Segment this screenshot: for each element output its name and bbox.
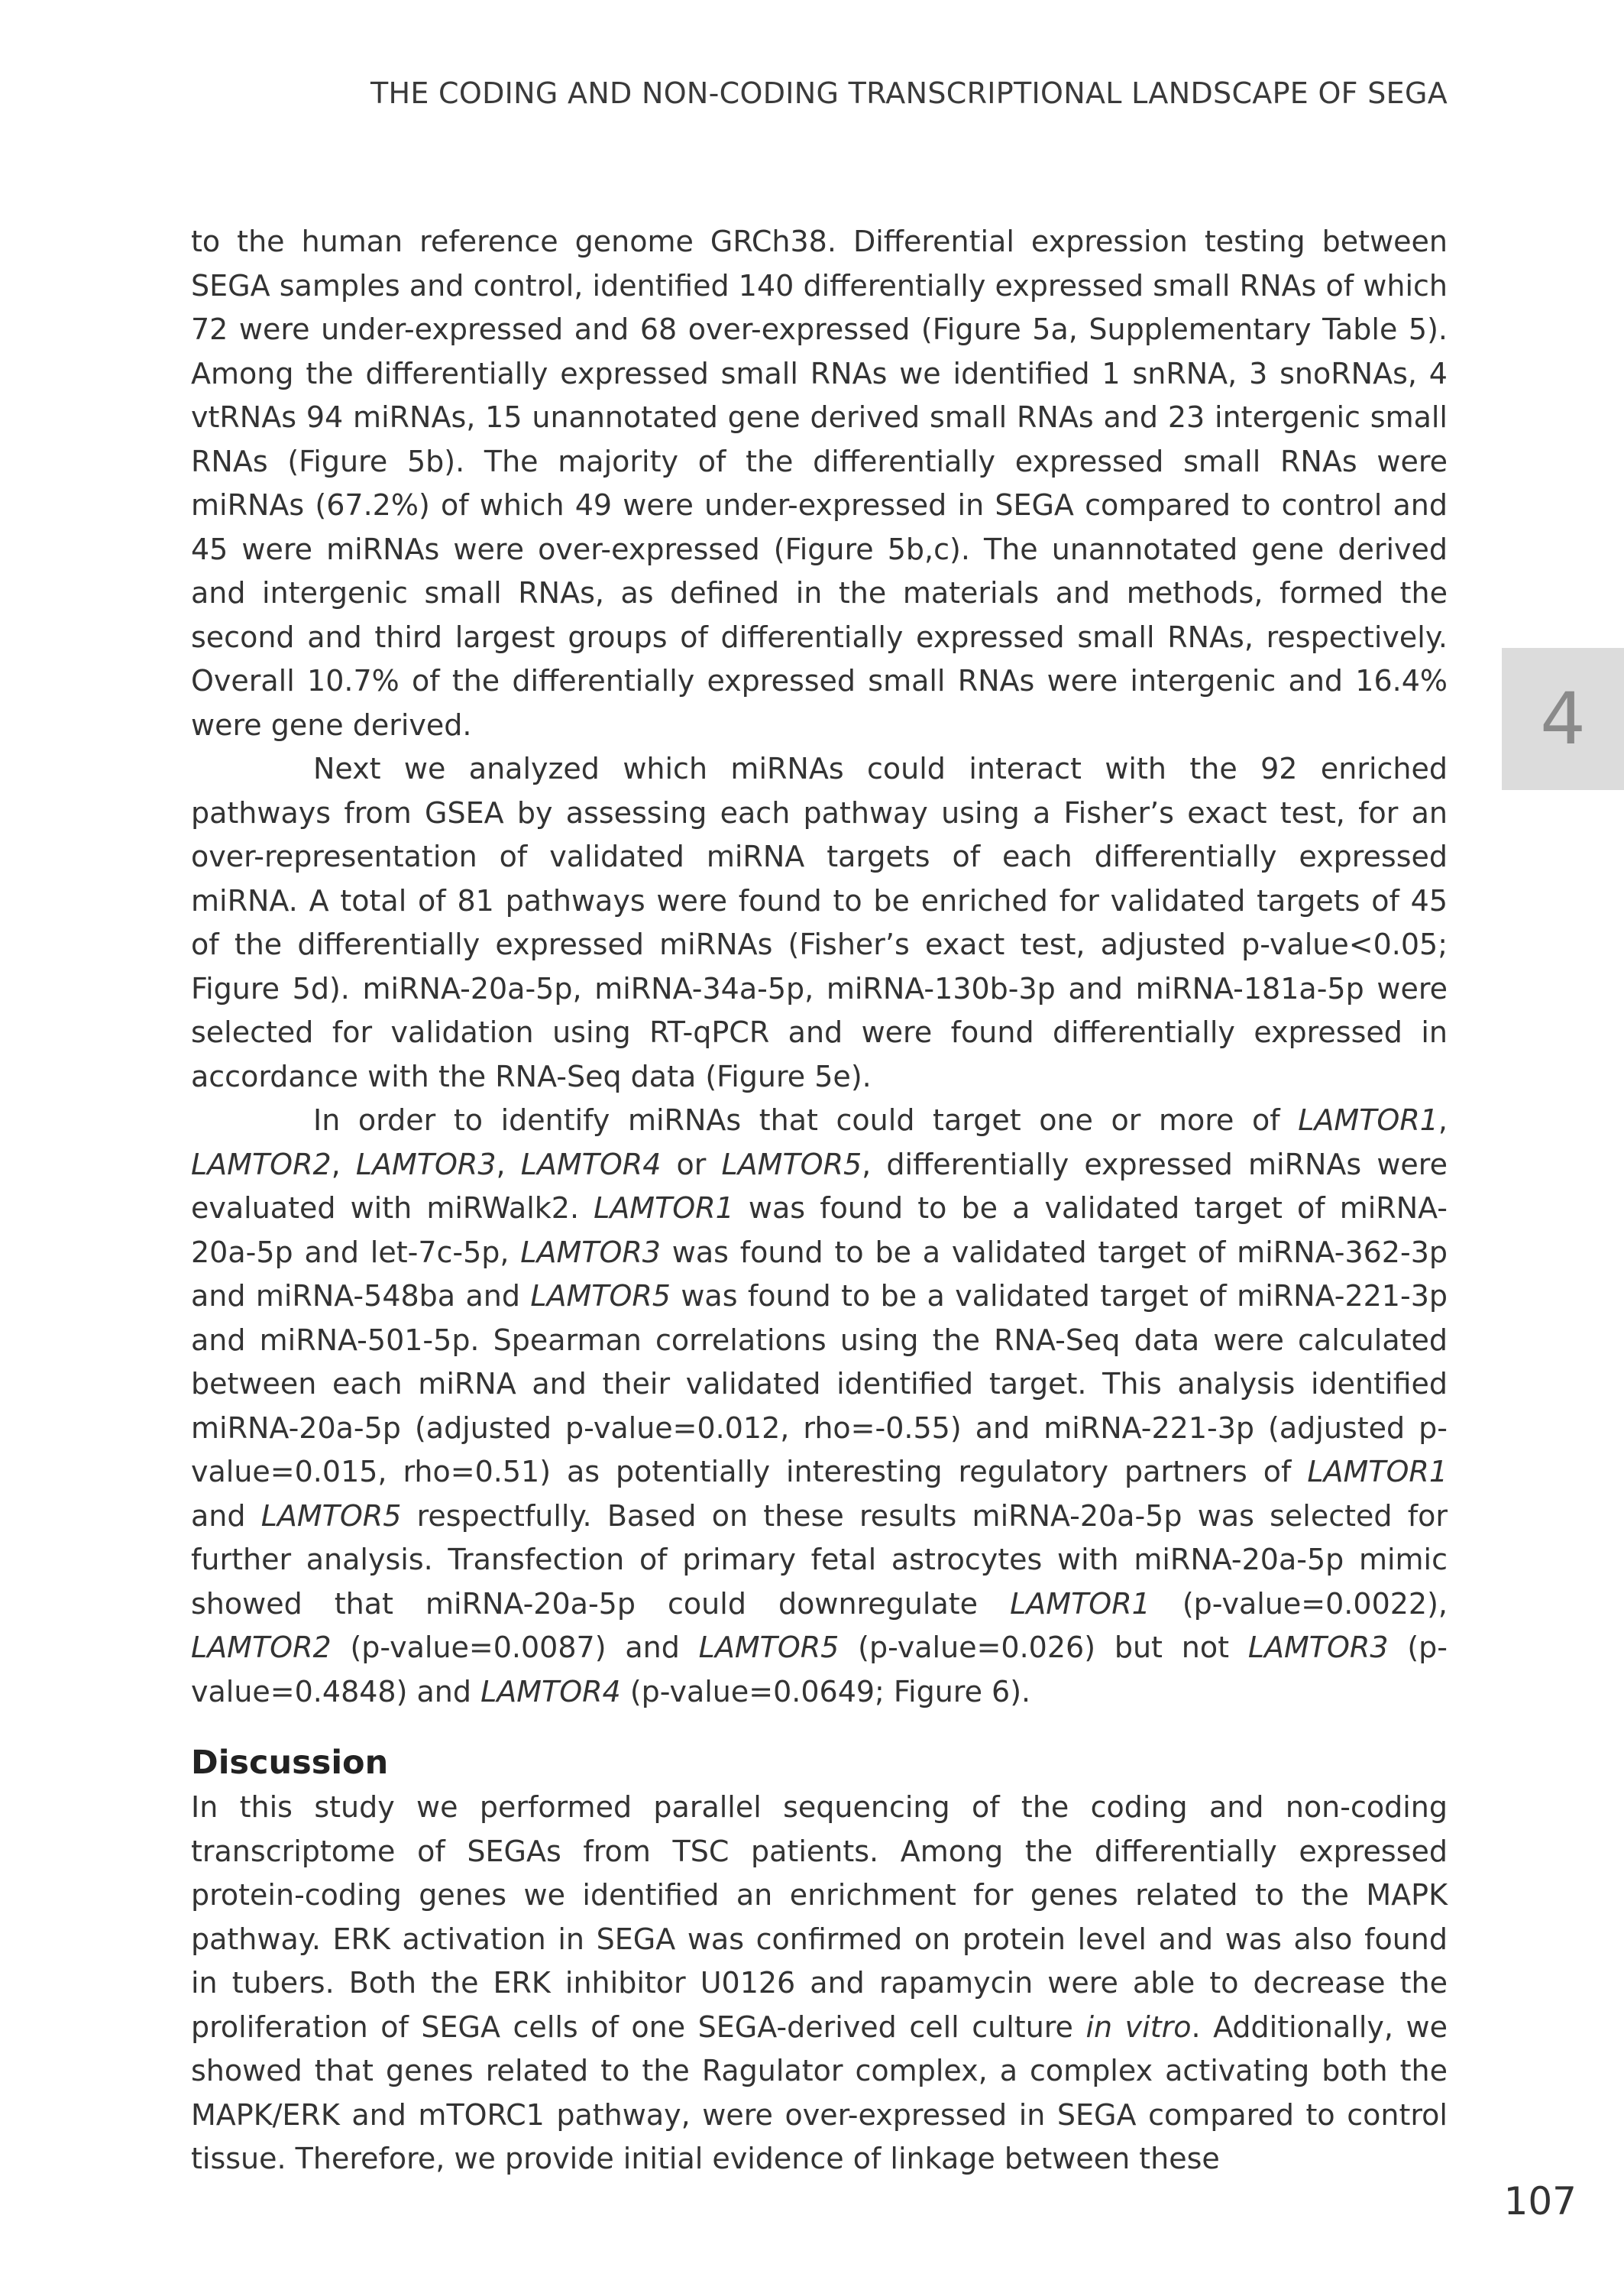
gene-name: LAMTOR4: [480, 1674, 621, 1708]
italic-term: in vitro: [1085, 2010, 1192, 2044]
paragraph-lamtor-targets: [191, 1099, 1448, 1714]
text-run: . Additionally, we showed that genes related to the Ragulator complex, a complex activating both the MAPK/ERK and mTORC1 pathway, were over-expressed in SEGA compared to control tissue. Therefore, we provide initial evidence of linkage between these: [191, 2010, 1448, 2175]
page-number: 107: [1503, 2179, 1577, 2223]
text-run: or: [661, 1147, 722, 1181]
text-run: , differentially expressed miRNAs were evaluated with miRWalk2.: [191, 1147, 1448, 1225]
text-run: ,: [496, 1147, 521, 1181]
paragraph-mirna-pathways: Next we analyzed which miRNAs could interact with the 92 enriched pathways from GSEA by assessing each pathway using a Fisher’s exact test, for an over-representation of validated miRNA targets of each differentially expressed miRNA. A total of 81 pathways were found to be enriched for validated targets of 45 of the differentially expressed miRNAs (Fisher’s exact test, adjusted p-value<0.05; Figure 5d). miRNA-20a-5p, miRNA-34a-5p, miRNA-130b-3p and miRNA-181a-5p were selected for validation using RT-qPCR and were found differentially expressed in accordance with the RNA-Seq data (Figure 5e).: [191, 752, 1448, 1093]
text-run: (p-value=0.0087) and: [331, 1631, 699, 1664]
text-run: (p-value=0.026) but not: [839, 1631, 1248, 1664]
text-run: (p-value=0.4848) and: [191, 1631, 1448, 1708]
text-run: respectfully. Based on these results miRNA-20a-5p was selected for further analysis. Transfection of primary fetal astrocytes with miRNA-20a-5p mimic showed that miRNA-20a-5p could downregulate: [191, 1498, 1448, 1621]
gene-name: LAMTOR1: [1307, 1455, 1448, 1488]
gene-name: LAMTOR5: [721, 1147, 862, 1181]
gene-name: LAMTOR5: [260, 1498, 402, 1533]
text-run: was found to be a validated target of miRNA-221-3p and miRNA-501-5p. Spearman correlations using the RNA-Seq data were calculated between each miRNA and their validated identified target. This analysis identified miRNA-20a-5p (adjusted p-value=0.012, rho=-0.55) and miRNA-221-3p (adjusted p-value=0.015, rho=0.51) as potentially interesting regulatory partners of: [191, 1279, 1448, 1488]
gene-name: LAMTOR1: [594, 1191, 734, 1225]
paragraph-small-rna-results: to the human reference genome GRCh38. Differential expression testing between SEGA samples and control, identified 140 differentially expressed small RNAs of which 72 were under-expressed and 68 over-expressed (Figure 5a, Supplementary Table 5). Among the differentially expressed small RNAs we identified 1 snRNA, 3 snoRNAs, 4 vtRNAs 94 miRNAs, 15 unannotated gene derived small RNAs and 23 intergenic small RNAs (Figure 5b). The majority of the differentially expressed small RNAs were miRNAs (67.2%) of which 49 were under-expressed in SEGA compared to control and 45 were miRNAs were over-expressed (Figure 5b,c). The unannotated gene derived and intergenic small RNAs, as defined in the materials and methods, formed the second and third largest groups of differentially expressed small RNAs, respectively. Overall 10.7% of the differentially expressed small RNAs were intergenic and 16.4% were gene derived.: [191, 225, 1448, 742]
text-run: was found to be a validated target of miRNA-362-3p and miRNA-548ba and: [191, 1235, 1448, 1313]
gene-name: LAMTOR4: [520, 1147, 662, 1181]
gene-name: LAMTOR5: [530, 1279, 671, 1313]
gene-name: LAMTOR3: [355, 1147, 497, 1181]
gene-name: LAMTOR3: [1247, 1631, 1389, 1664]
gene-name: LAMTOR1: [1010, 1586, 1150, 1621]
text-run: was found to be a validated target of miRNA-20a-5p and let-7c-5p,: [191, 1191, 1448, 1269]
running-head: THE CODING AND NON-CODING TRANSCRIPTIONAL LANDSCAPE OF SEGA: [370, 76, 1448, 110]
discussion-heading: Discussion: [191, 1744, 389, 1782]
gene-name: LAMTOR2: [191, 1147, 332, 1181]
text-run: ,: [1438, 1103, 1448, 1137]
text-run: (p-value=0.0022),: [1150, 1586, 1448, 1621]
gene-name: LAMTOR2: [191, 1631, 332, 1664]
text-run: ,: [331, 1147, 356, 1181]
paragraph-discussion: [191, 1786, 1448, 2181]
gene-name: LAMTOR1: [1298, 1103, 1438, 1137]
text-run: In order to identify miRNAs that could target one or more of: [313, 1103, 1299, 1137]
text-run: and: [191, 1498, 261, 1533]
gene-name: LAMTOR3: [520, 1235, 661, 1269]
text-run: (p-value=0.0649; Figure 6).: [620, 1674, 1031, 1708]
chapter-tab: 4: [1502, 648, 1624, 790]
body-text: [191, 220, 1448, 2181]
text-run: In this study we performed parallel sequencing of the coding and non-coding transcriptome of SEGAs from TSC patients. Among the differentially expressed protein-coding genes we identified an enrichment for genes related to the MAPK pathway. ERK activation in SEGA was confirmed on protein level and was also found in tubers. Both the ERK inhibitor U0126 and rapamycin were able to decrease the proliferation of SEGA cells of one SEGA-derived cell culture: [191, 1790, 1448, 2044]
gene-name: LAMTOR5: [698, 1631, 839, 1664]
